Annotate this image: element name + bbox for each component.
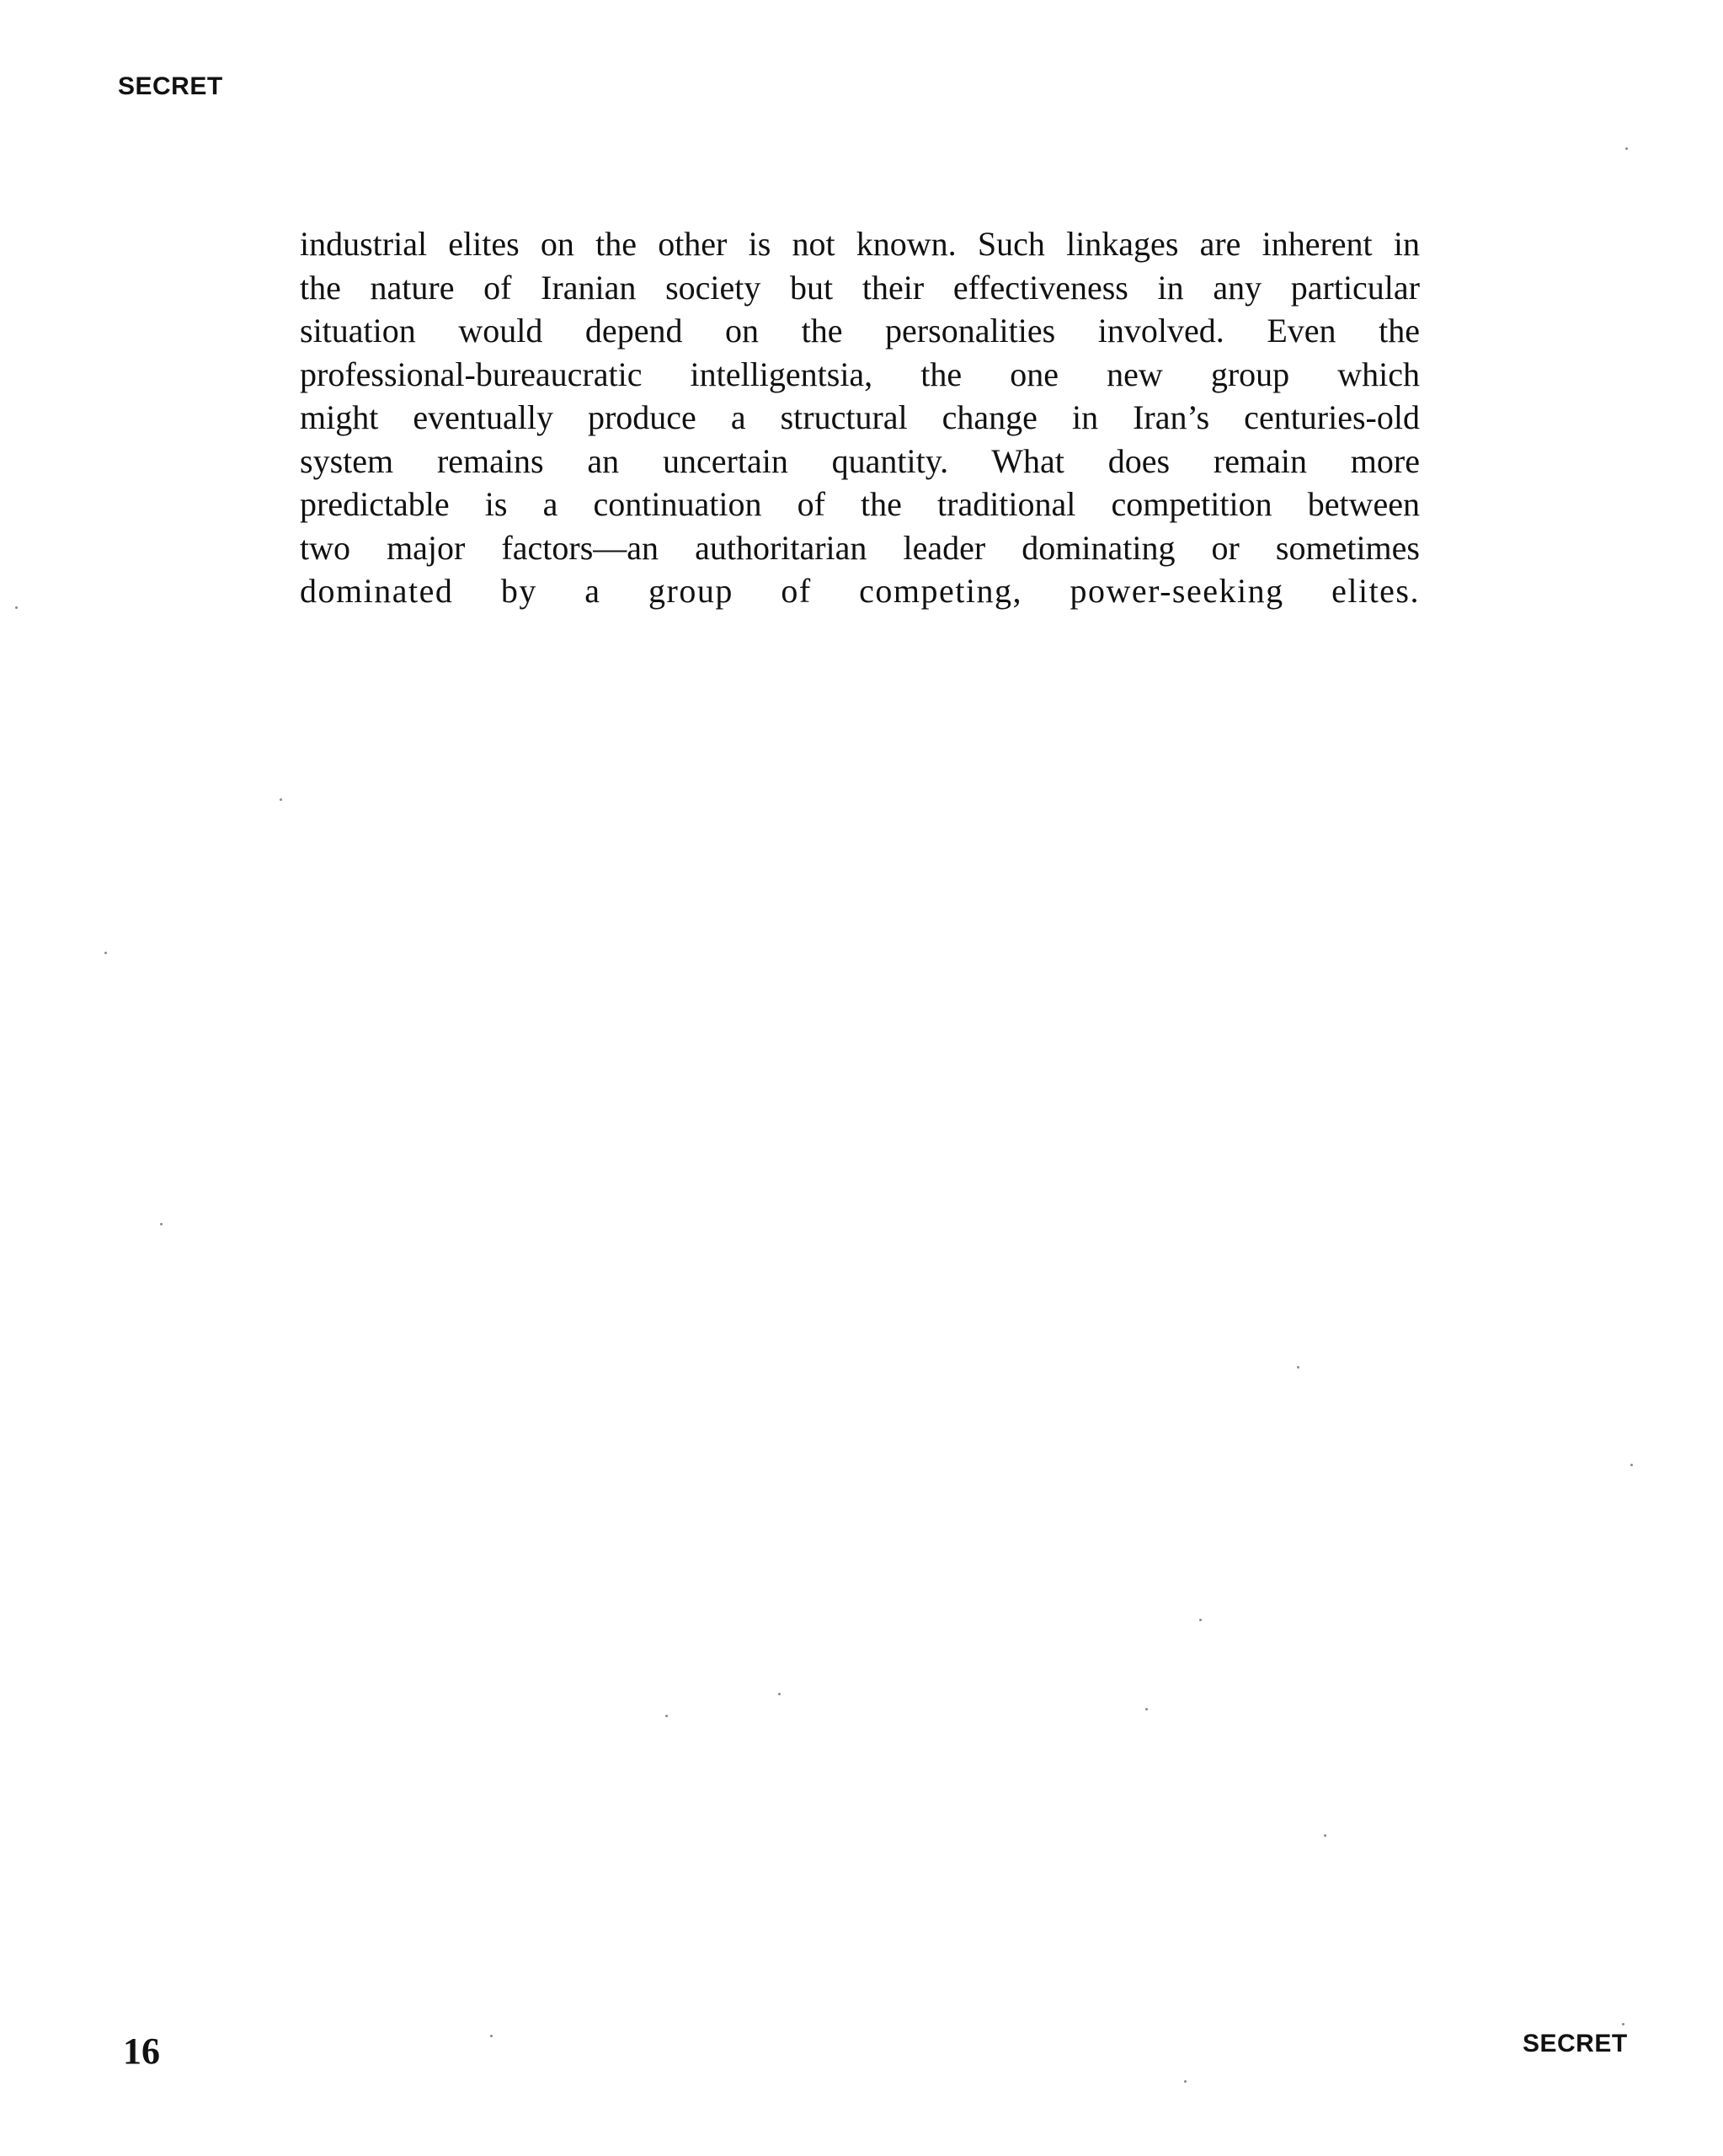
paragraph-line: industrial elites on the other is not known. Such linkages are inherent in: [300, 225, 1420, 263]
scan-speck: [104, 952, 107, 954]
paragraph-line: predictable is a continuation of the traditional competition between: [300, 485, 1420, 523]
scan-speck: [1622, 2023, 1624, 2025]
paragraph-line: might eventually produce a structural change in Iran’s centuries-old: [300, 398, 1420, 436]
paragraph-line: professional-bureaucratic intelligentsia, the one new group which: [300, 355, 1420, 393]
classification-marking-top: SECRET: [118, 72, 223, 100]
page-number: 16: [123, 2031, 160, 2072]
body-paragraph: [300, 222, 1420, 613]
scan-speck: [1297, 1366, 1299, 1369]
scan-speck: [160, 1223, 163, 1225]
scan-speck: [1199, 1619, 1202, 1621]
classification-marking-bottom: SECRET: [1523, 2030, 1628, 2057]
paragraph-line: dominated by a group of competing, power-seeking elites.: [300, 572, 1420, 610]
scan-speck: [665, 1715, 668, 1717]
scan-speck: [1630, 1464, 1633, 1466]
paragraph-line: two major factors—an authoritarian leader dominating or sometimes: [300, 528, 1420, 567]
scan-speck: [1184, 2080, 1187, 2083]
scan-speck: [778, 1693, 781, 1695]
paragraph-line: situation would depend on the personalities involved. Even the: [300, 312, 1420, 350]
scan-speck: [490, 2035, 493, 2037]
scan-speck: [1625, 147, 1628, 150]
scan-speck: [280, 798, 282, 801]
paragraph-line: system remains an uncertain quantity. What does remain more: [300, 441, 1420, 480]
paragraph-line: the nature of Iranian society but their effectiveness in any particular: [300, 268, 1420, 307]
scan-speck: [1145, 1708, 1148, 1710]
scan-speck: [15, 606, 18, 609]
scan-speck: [1324, 1834, 1326, 1837]
